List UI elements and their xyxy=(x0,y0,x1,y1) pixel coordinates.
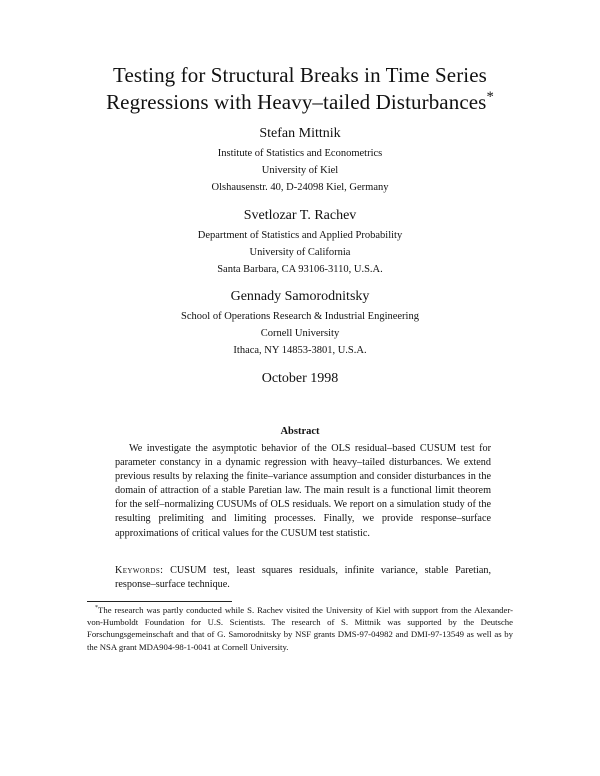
affiliation-line: Cornell University xyxy=(260,328,340,339)
affiliation-line: Olshausenstr. 40, D-24098 Kiel, Germany xyxy=(211,182,389,193)
author-block-2 xyxy=(60,207,540,278)
footnote-text: The research was partly conducted while S. Rachev visited the University of Kiel with support from the Alexander-von-Humboldt Foundation for U.S. Scientists. The research of S. Mittnik was supported by the Deutsche Forschungsgemeinschaft and that of G. Samorodnitsky by NSF grants DMS-97-04982 and DMI-97-13549 as well as by the NSA grant MDA904-98-1-0041 at Cornell University. xyxy=(87,605,513,652)
title-line-1: Testing for Structural Breaks in Time Series xyxy=(113,63,487,87)
affiliation-line: University of California xyxy=(249,247,351,258)
paper-title xyxy=(60,62,540,116)
author-block-3 xyxy=(60,288,540,359)
title-line-2-text: Regressions with Heavy–tailed Disturbances xyxy=(106,90,487,114)
keywords-label: Keywords: xyxy=(115,565,164,576)
keywords xyxy=(115,564,491,592)
affiliation-line: Department of Statistics and Applied Probability xyxy=(197,230,403,241)
author-name: Svetlozar T. Rachev xyxy=(243,208,357,223)
affiliation-line: School of Operations Research & Industrial Engineering xyxy=(181,311,419,322)
author-name: Stefan Mittnik xyxy=(259,126,341,141)
title-line-2 xyxy=(60,89,540,116)
affiliation-line: University of Kiel xyxy=(261,165,339,176)
affiliation-line: Santa Barbara, CA 93106-3110, U.S.A. xyxy=(217,264,383,275)
author-name: Gennady Samorodnitsky xyxy=(230,289,370,304)
affiliation-line: Ithaca, NY 14853-3801, U.S.A. xyxy=(233,345,367,356)
author-block-1 xyxy=(60,125,540,196)
footnote xyxy=(87,604,513,653)
abstract-heading: Abstract xyxy=(280,426,320,437)
footnote-rule xyxy=(87,601,232,602)
paper-date: October 1998 xyxy=(261,371,339,386)
footnote-mark: * xyxy=(95,605,99,612)
abstract-body: We investigate the asymptotic behavior of the OLS residual–based CUSUM test for parameter constancy in a dynamic regression with heavy–tailed disturbances. We extend previous results by relaxing the finite–variance assumption and consider disturbances in the domain of attraction of a stable Paretian law. The main result is a functional limit theorem for the self–normalizing CUSUMs of OLS residuals. We report on a simulation study of the resulting prelimiting and limiting processes. Finally, we provide response–surface approximations of critical values for the CUSUM test statistic. xyxy=(115,443,491,539)
affiliation-line: Institute of Statistics and Econometrics xyxy=(217,148,383,159)
title-footnote-mark: * xyxy=(486,89,494,105)
keywords-text: CUSUM test, least squares residuals, infinite variance, stable Paretian, response–surface technique. xyxy=(115,565,491,591)
